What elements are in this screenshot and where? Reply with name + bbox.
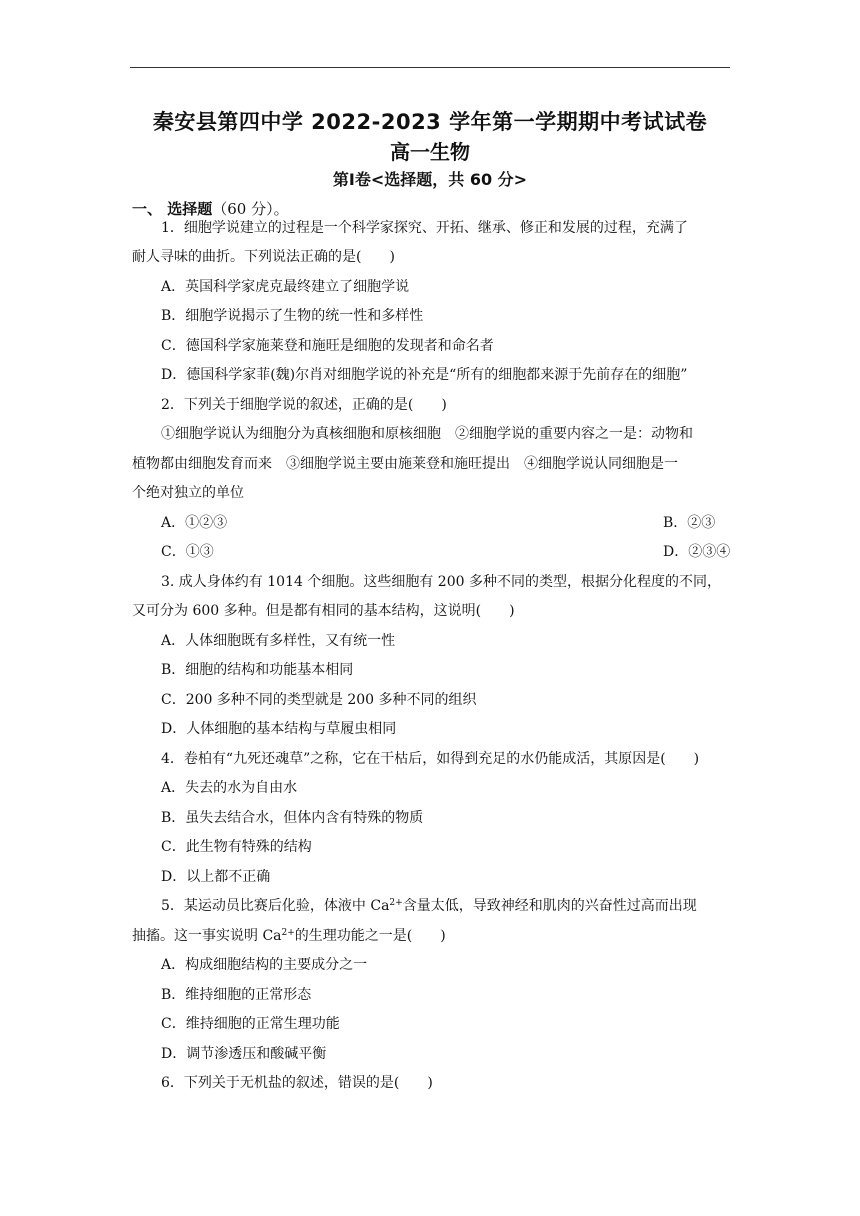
section-heading [132,198,289,219]
exam-title: 秦安县第四中学 2022-2023 学年第一学期期中考试试卷 [152,110,708,134]
question-5-option-a: A．构成细胞结构的主要成分之一 [161,957,368,973]
question-2-stem: 2．下列关于细胞学说的叙述，正确的是( ) [161,397,447,413]
section-points: （60 分）。 [212,200,289,218]
superscript-charge: 2+ [389,898,403,908]
question-1-option-b: B．细胞学说揭示了生物的统一性和多样性 [161,308,424,324]
question-1-option-c: C．德国科学家施莱登和施旺是细胞的发现者和命名者 [161,338,494,354]
question-3-option-b: B．细胞的结构和功能基本相同 [161,662,354,678]
question-4-option-a: A．失去的水为自由水 [161,780,298,796]
question-3-option-d: D．人体细胞的基本结构与草履虫相同 [161,721,397,737]
question-4-option-c: C．此生物有特殊的结构 [161,839,312,855]
question-6-stem: 6．下列关于无机盐的叙述，错误的是( ) [161,1075,433,1091]
exam-subject: 高一生物 [390,140,470,164]
question-3-line-2: 又可分为 600 多种。但是都有相同的基本结构，这说明( ) [132,603,515,619]
question-5-line-2-end: 的生理功能之一是( ) [294,928,446,944]
question-5-line-1 [161,897,697,915]
question-4-stem: 4．卷柏有“九死还魂草”之称，它在干枯后，如得到充足的水仍能成活，其原因是( ) [161,751,700,767]
question-3-line-1: 3. 成人身体约有 1014 个细胞。这些细胞有 200 多种不同的类型，根据分化程度的不同， [161,574,721,590]
question-5-option-d: D．调节渗透压和酸碱平衡 [161,1046,327,1062]
question-1-option-a: A．英国科学家虎克最终建立了细胞学说 [161,279,410,295]
question-1-line-1: 1．细胞学说建立的过程是一个科学家探究、开拓、继承、修正和发展的过程，充满了 [161,220,688,236]
question-5-option-b: B．维持细胞的正常形态 [161,987,312,1003]
header-rule [130,67,730,68]
question-2-option-d: D．②③④ [663,544,731,560]
question-3-option-a: A．人体细胞既有多样性，又有统一性 [161,633,396,649]
question-1-line-2: 耐人寻味的曲折。下列说法正确的是( ) [132,249,395,265]
question-2-statements-2: 植物都由细胞发育而来 ③细胞学说主要由施莱登和施旺提出 ④细胞学说认同细胞是一 [132,456,678,472]
question-5-line-1-end: 含量太低，导致神经和肌肉的兴奋性过高而出现 [402,898,697,914]
question-2-option-c: C．①③ [161,544,214,560]
section-label: 一、 选择题 [132,200,213,218]
question-2-statements-1: ①细胞学说认为细胞分为真核细胞和原核细胞 ②细胞学说的重要内容之一是：动物和 [161,426,693,442]
question-5-line-1-start: 5．某运动员比赛后化验，体液中 Ca [161,898,390,914]
exam-part: 第Ⅰ卷<选择题，共 60 分> [332,170,528,189]
question-3-option-c: C．200 多种不同的类型就是 200 多种不同的组织 [161,692,477,708]
question-2-statements-3: 个绝对独立的单位 [132,485,244,501]
question-4-option-d: D．以上都不正确 [161,869,271,885]
question-5-option-c: C．维持细胞的正常生理功能 [161,1016,340,1032]
question-5-line-2-start: 抽搐。这一事实说明 Ca [132,928,282,944]
question-1-option-d: D．德国科学家菲(魏)尔肖对细胞学说的补充是“所有的细胞都来源于先前存在的细胞” [161,367,688,383]
question-4-option-b: B．虽失去结合水，但体内含有特殊的物质 [161,810,424,826]
superscript-charge: 2+ [281,928,295,938]
question-5-line-2 [132,927,446,945]
question-2-option-b: B．②③ [663,515,716,531]
question-2-option-a: A．①②③ [161,515,228,531]
